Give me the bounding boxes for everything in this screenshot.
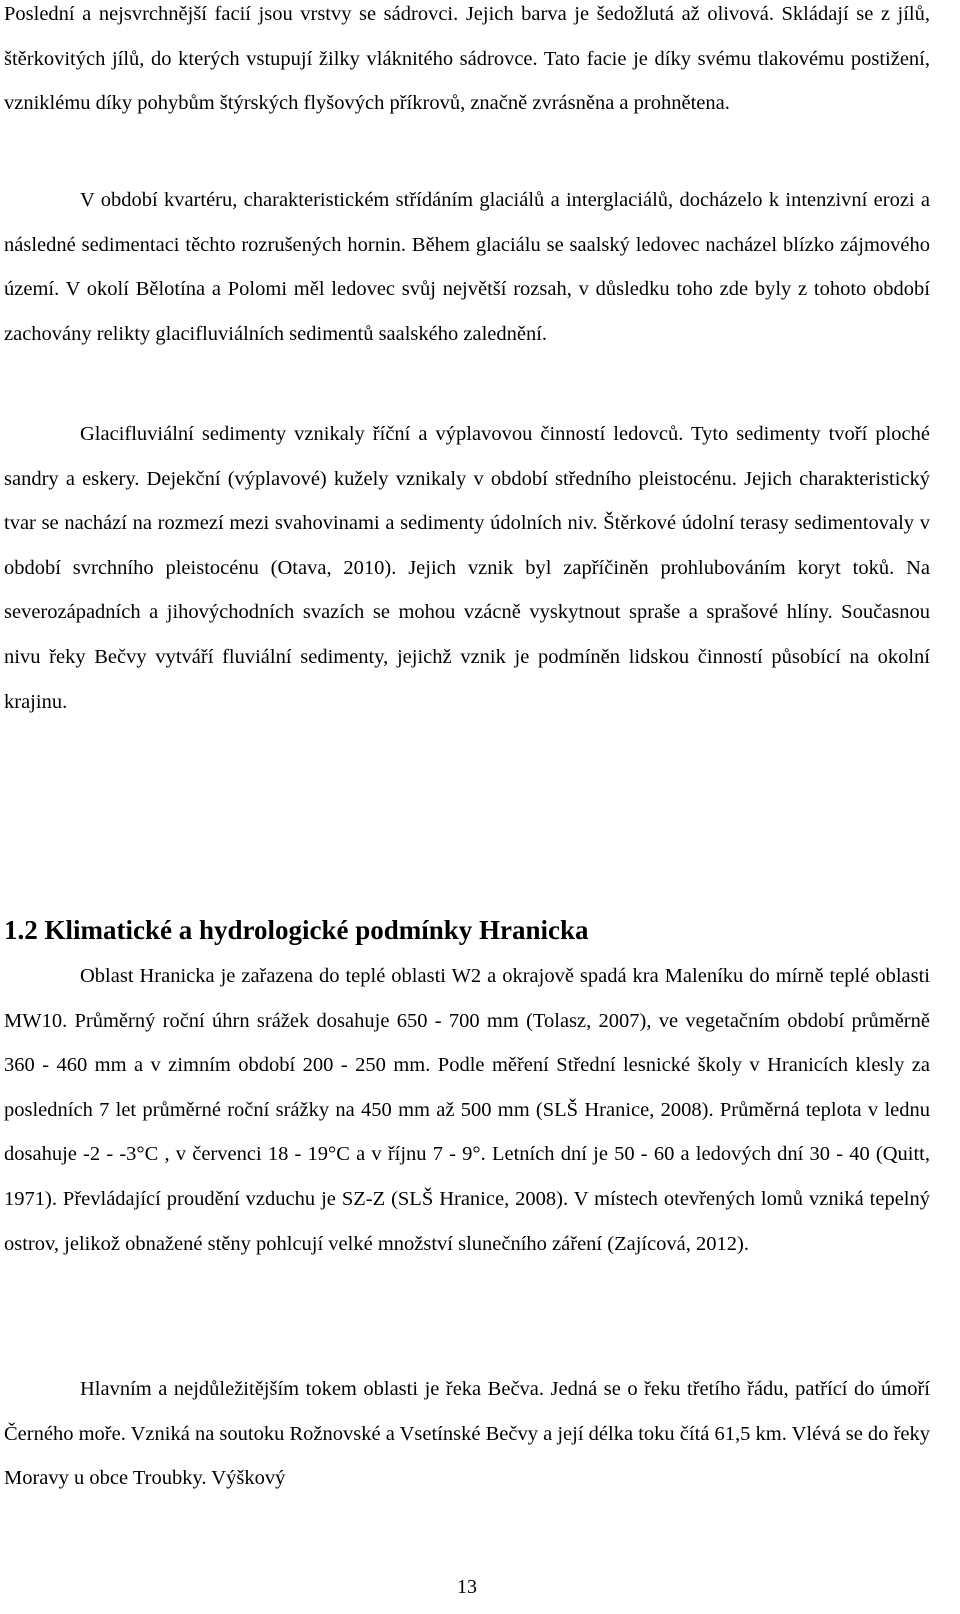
paragraph-glacifluvialni: Glacifluviální sedimenty vznikaly říční a výplavovou činností ledovců. Tyto sedimenty tvoří ploché sandry a eskery. Dejekční (výplavové) kužely vznikaly v období středního pleistocénu. Jejich charakteristický tvar se nachází na rozmezí mezi svahovinami a sedimenty údolních niv. Štěrkové údolní terasy sedimentovaly v období svrchního pleistocénu (Otava, 2010). Jejich vznik byl zapříčiněn prohlubováním koryt toků. Na severozápadních a jihovýchodních svazích se mohou vzácně vyskytnout spraše a sprašové hlíny. Současnou nivu řeky Bečvy vytváří fluviální sedimenty, jejichž vznik je podmíněn lidskou činností působící na okolní krajinu. — [4, 423, 930, 713]
paragraph-klima: Oblast Hranicka je zařazena do teplé oblasti W2 a okrajově spadá kra Maleníku do mírně teplé oblasti MW10. Průměrný roční úhrn srážek dosahuje 650 - 700 mm (Tolasz, 2007), ve vegetačním období průměrně 360 - 460 mm a v zimním období 200 - 250 mm. Podle měření Střední lesnické školy v Hranicích klesly za posledních 7 let průměrné roční srážky na 450 mm až 500 mm (SLŠ Hranice, 2008). Průměrná teplota v lednu dosahuje -2 - -3°C , v červenci 18 - 19°C a v říjnu 7 - 9°. Letních dní je 50 - 60 a ledových dní 30 - 40 (Quitt, 1971). Převládající proudění vzduchu je SZ-Z (SLŠ Hranice, 2008). V místech otevřených lomů vzniká tepelný ostrov, jelikož obnažené stěny pohlcují velké množství slunečního záření (Zajícová, 2012). — [4, 965, 930, 1255]
paragraph-kvarter: V období kvartéru, charakteristickém střídáním glaciálů a interglaciálů, docházelo k intenzivní erozi a následné sedimentaci těchto rozrušených hornin. Během glaciálu se saalský ledovec nacházel blízko zájmového území. V okolí Bělotína a Polomi měl ledovec svůj největší rozsah, v důsledku toho zde byly z tohoto období zachovány relikty glacifluviálních sedimentů saalského zalednění. — [4, 189, 930, 345]
section-heading: 1.2 Klimatické a hydrologické podmínky Hranicka — [4, 915, 589, 945]
paragraph-becva: Hlavním a nejdůležitějším tokem oblasti je řeka Bečva. Jedná se o řeku třetího řádu, patřící do úmoří Černého moře. Vzniká na soutoku Rožnovské a Vsetínské Bečvy a její délka toku čítá 61,5 km. Vlévá se do řeky Moravy u obce Troubky. Výškový — [4, 1378, 930, 1490]
page-number: 13 — [457, 1576, 477, 1598]
paragraph-sadrovce: Poslední a nejsvrchnější facií jsou vrstvy se sádrovci. Jejich barva je šedožlutá až olivová. Skládají se z jílů, štěrkovitých jílů, do kterých vstupují žilky vláknitého sádrovce. Tato facie je díky svému tlakovému postižení, vzniklému díky pohybům štýrských flyšových příkrovů, značně zvrásněna a prohnětena. — [4, 3, 930, 115]
